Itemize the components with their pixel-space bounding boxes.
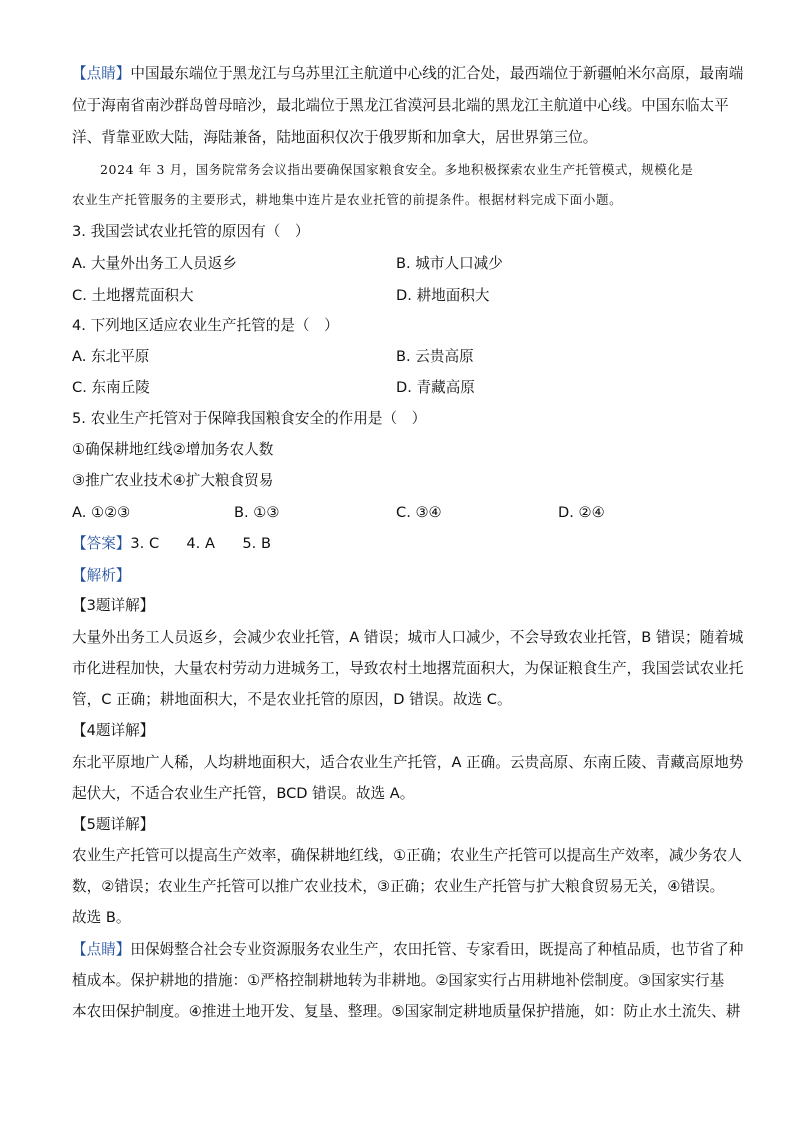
answer-label: 【答案】 [72,535,131,552]
dianjing-paragraph-2-line-2: 植成本。保护耕地的措施：①严格控制耕地转为非耕地。②国家实行占用耕地补偿制度。③国家实行基 [72,972,725,989]
question-3-option-b: B. 城市人口减少 [396,255,503,272]
dianjing-paragraph-1-line-2: 位于海南省南沙群岛曾母暗沙，最北端位于黑龙江省漠河县北端的黑龙江主航道中心线。中国东临太平 [72,97,729,114]
material-line-1: 2024 年 3 月，国务院常务会议指出要确保国家粮食安全。多地积极探索农业生产托管模式，规模化是 [100,162,694,177]
analysis-label: 【解析】 [72,567,131,584]
dianjing-paragraph-2-line-1: 【点睛】田保姆整合社会专业资源服务农业生产，农田托管、专家看田，既提高了种植品质，也节省了种 [72,941,744,958]
dianjing-paragraph-1-line-3: 洋、背靠亚欧大陆，海陆兼备，陆地面积仅次于俄罗斯和加拿大，居世界第三位。 [72,129,598,146]
dianjing-paragraph-1-line-1: 【点睛】中国最东端位于黑龙江与乌苏里江主航道中心线的汇合处，最西端位于新疆帕米尔高原，最南端 [72,65,744,82]
detail-5-line-3: 故选 B。 [72,909,131,926]
question-3-option-d: D. 耕地面积大 [396,287,490,304]
question-3-stem: 3. 我国尝试农业托管的原因有（ ） [72,223,310,240]
question-4-option-c: C. 东南丘陵 [72,379,150,396]
detail-3-line-3: 管，C 正确；耕地面积大，不是农业托管的原因，D 错误。故选 C。 [72,691,512,708]
dianjing-paragraph-2-line-3: 本农田保护制度。④推进土地开发、复垦、整理。⑤国家制定耕地质量保护措施，如：防止水土流失、耕 [72,1003,741,1020]
question-4-option-a: A. 东北平原 [72,348,150,365]
question-5-item-line-2: ③推广农业技术④扩大粮食贸易 [72,472,274,489]
material-line-2: 农业生产托管服务的主要形式，耕地集中连片是农业托管的前提条件。根据材料完成下面小题。 [72,192,623,207]
detail-3-label: 【3题详解】 [72,597,155,614]
detail-3-line-1: 大量外出务工人员返乡，会减少农业托管，A 错误；城市人口减少，不会导致农业托管，B 错误；随着城 [72,629,744,646]
detail-5-line-2: 数，②错误；农业生产托管可以推广农业技术，③正确；农业生产托管与扩大粮食贸易无关，④错误。 [72,878,725,895]
dianjing-label: 【点睛】 [72,941,131,958]
question-4-option-b: B. 云贵高原 [396,348,474,365]
question-4-stem: 4. 下列地区适应农业生产托管的是（ ） [72,317,339,334]
detail-4-label: 【4题详解】 [72,722,155,739]
question-3-option-c: C. 土地撂荒面积大 [72,287,194,304]
detail-4-line-1: 东北平原地广人稀，人均耕地面积大，适合农业生产托管，A 正确。云贵高原、东南丘陵、青藏高原地势 [72,754,744,771]
question-5-option-a: A. ①②③ [72,504,131,521]
question-4-option-d: D. 青藏高原 [396,379,475,396]
question-3-option-a: A. 大量外出务工人员返乡 [72,255,237,272]
detail-3-line-2: 市化进程加快，大量农村劳动力进城务工，导致农村土地撂荒面积大，为保证粮食生产，我国尝试农业托 [72,660,744,677]
dianjing-label: 【点睛】 [72,65,131,82]
answer-item: 4. A [186,535,215,552]
detail-4-line-2: 起伏大，不适合农业生产托管，BCD 错误。故选 A。 [72,785,415,802]
answer-line [72,534,271,554]
answer-item: 5. B [242,535,271,552]
question-5-option-b: B. ①③ [234,504,280,521]
question-5-stem: 5. 农业生产托管对于保障我国粮食安全的作用是（ ） [72,410,427,427]
detail-5-label: 【5题详解】 [72,816,155,833]
question-5-item-line-1: ①确保耕地红线②增加务农人数 [72,441,274,458]
question-5-option-d: D. ②④ [558,504,605,521]
question-5-option-c: C. ③④ [396,504,442,521]
answer-item: 3. C [130,535,160,552]
detail-5-line-1: 农业生产托管可以提高生产效率，确保耕地红线，①正确；农业生产托管可以提高生产效率，减少务农人 [72,847,742,864]
